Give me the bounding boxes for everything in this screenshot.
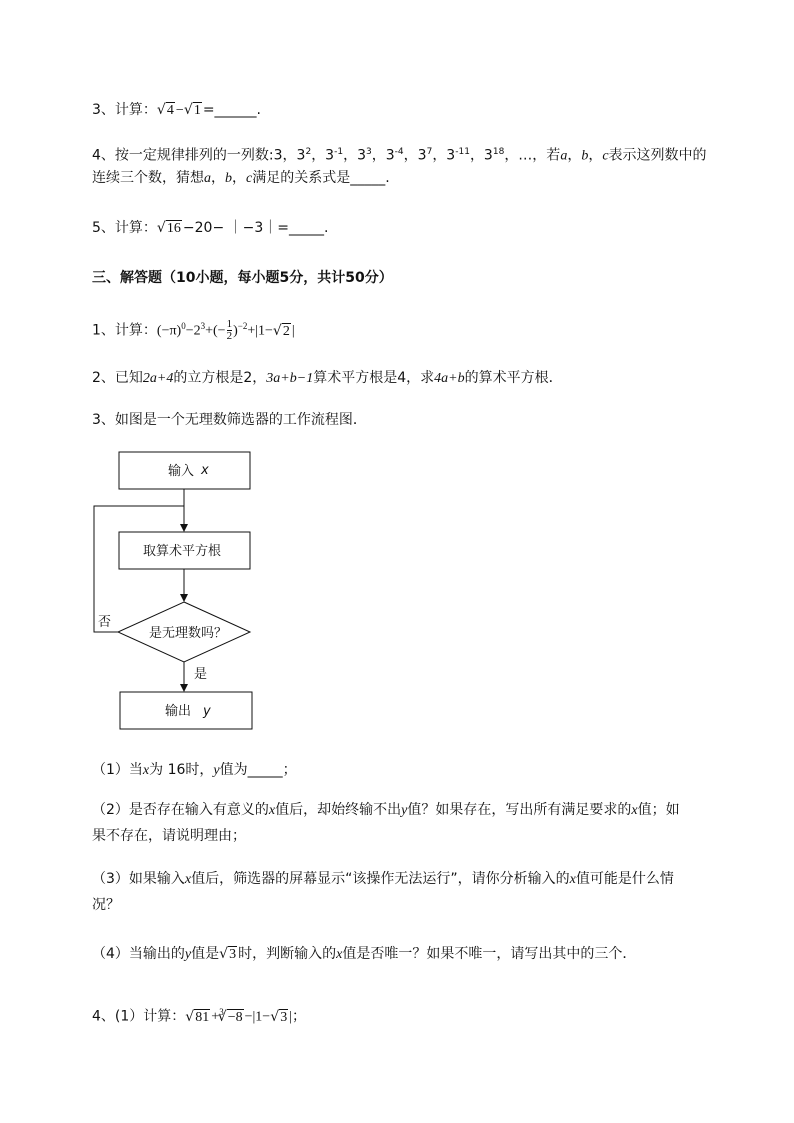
sqrt-step-label: 取算术平方根: [143, 544, 222, 559]
sqrt-4: √ 4: [157, 101, 175, 121]
sqrt-16: √ 16: [157, 219, 182, 239]
sqrt-3-b: √ 3: [270, 1008, 288, 1028]
question-5: 5、计算：√ 16 −20− ｜−3｜=_____.: [92, 218, 328, 239]
cube-root-index: 3: [219, 1007, 224, 1017]
sqrt-81: √ 81: [185, 1008, 210, 1028]
question-3: 3、计算：√ 4 −√ 1 =______.: [92, 100, 261, 121]
problem-3: 3、如图是一个无理数筛选器的工作流程图．: [92, 412, 367, 428]
yes-label: 是: [194, 667, 208, 682]
problem-4: 4、(1）计算：√ 81 +$^3$√ −8 −|1−√ 3 |；: [92, 1002, 306, 1028]
sqrt-2: √ 2: [273, 322, 291, 342]
sub-question-1: （1）当x为 16时，y值为_____；: [92, 762, 297, 778]
decision-label: 是无理数吗？: [149, 626, 228, 641]
sub-question-4: （4）当输出的y值是√ 3 时，判断输入的x值是否唯一？如果不唯一，请写出其中的三个．: [92, 944, 636, 965]
no-label: 否: [98, 615, 112, 630]
question-4-line-1: 4、按一定规律排列的一列数:3，$3^2$，$3^{-1}$，$3^3$，$3^{-4}$，$3^7$，$3^{-11}$，$3^{18}$，…，若a，b，c表示这列数中的: [92, 147, 707, 164]
sqrt-3: √ 3: [219, 945, 237, 965]
problem-2: 2、已知2a+4的立方根是2，3a+b−1算术平方根是4，求4a+b的算术平方根．: [92, 370, 563, 386]
output-label: 输出: [165, 704, 192, 719]
cbrt-neg-8: √ −8: [218, 1008, 244, 1028]
sub-question-2-line-1: （2）是否存在输入有意义的x值后，却始终输不出y值？如果存在，写出所有满足要求的x值；如: [92, 802, 680, 818]
sub-question-2-line-2: 果不存在，请说明理由；: [92, 828, 246, 844]
sqrt-1: √ 1: [184, 101, 202, 121]
output-var: y: [203, 704, 211, 719]
sub-question-3-line-1: （3）如果输入x值后，筛选器的屏幕显示“该操作无法运行”，请你分析输入的x值可能是什么情: [92, 871, 674, 887]
sub-question-3-line-2: 况？: [92, 897, 120, 913]
section-3-title: 三、解答题（10小题，每小题5分，共计50分）: [92, 270, 393, 286]
input-label: 输入: [168, 464, 195, 479]
question-4-line-2: 连续三个数，猜想a，b，c满足的关系式是_____.: [92, 170, 390, 186]
input-var: x: [201, 463, 209, 478]
problem-1: 1、计算：$(-\pi)^0-2^3+(-$ $\frac{1}{2}$ )$^{-2}$+|1−√ 2 |: [92, 316, 295, 342]
fraction-one-half: $\frac{1}{2}$: [226, 318, 233, 343]
